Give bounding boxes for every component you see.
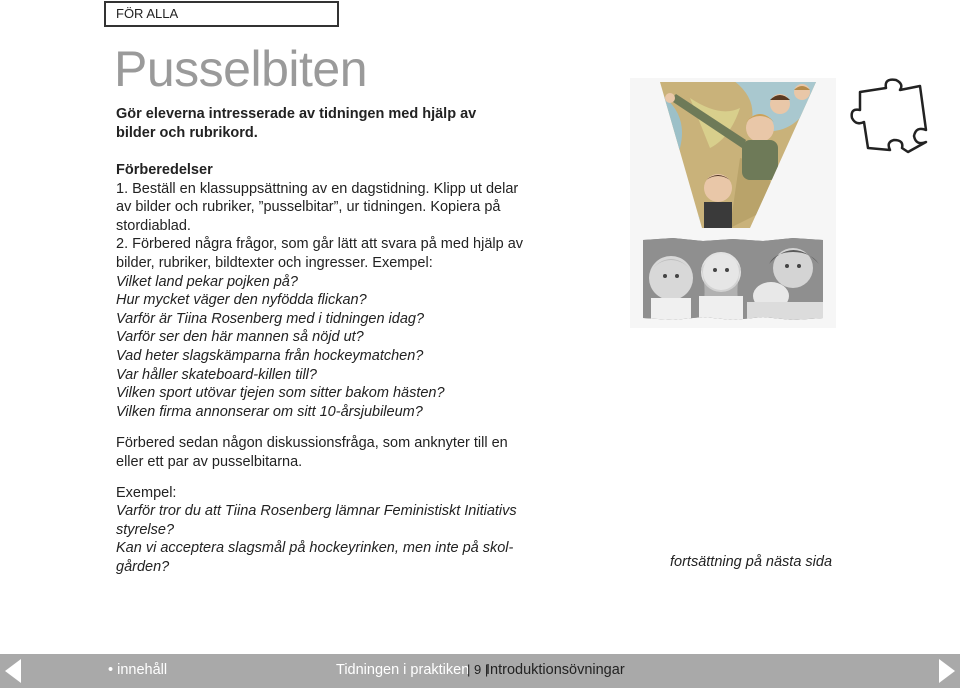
prep-heading: Förberedelser — [116, 162, 213, 178]
page-title: Pusselbiten — [114, 41, 367, 97]
prep-step-2: 2. Förbered några frågor, som går lätt att svara på med hjälp av bilder, rubriker, bildtexter och ingresser. Exempel: — [116, 236, 524, 271]
prep-step-1: 1. Beställ en klassuppsättning av en dagstidning. Klipp ut delar av bilder och rubriker, ”pusselbitar”, ur tidningen. Kopiera på stordiablad. — [116, 180, 519, 234]
question-3: Varför är Tiina Rosenberg med i tidningen idag? — [116, 310, 425, 327]
discussion-text: Förbered sedan någon diskussionsfråga, som anknyter till en eller ett par av pusselbitarna. — [116, 435, 508, 470]
contents-link[interactable]: • innehåll — [108, 662, 168, 678]
question-7: Vilken sport utövar tjejen som sitter bakom hästen? — [116, 385, 445, 402]
map-photo — [630, 78, 836, 238]
intro-text: Gör eleverna intresserade av tidningen med hjälp av bilder och rubrikord. — [116, 106, 477, 141]
family-photo — [643, 238, 823, 320]
main-body — [116, 161, 536, 576]
example-question-1: Varför tror du att Tiina Rosenberg lämnar Feministiskt Initiativs styrelse? — [116, 503, 517, 538]
example-label: Exempel: — [116, 484, 177, 501]
puzzle-piece-icon — [846, 78, 930, 160]
question-6: Var håller skateboard-killen till? — [116, 366, 317, 383]
previous-page-icon[interactable] — [5, 659, 21, 683]
question-1: Vilket land pekar pojken på? — [116, 273, 298, 290]
footer-chapter-title: Introduktionsövningar — [486, 662, 625, 678]
question-8: Vilken firma annonserar om sitt 10-årsjubileum? — [116, 403, 423, 420]
footer-section-title: Tidningen i praktiken — [336, 662, 470, 678]
example-question-2: Kan vi acceptera slagsmål på hockeyrinken, men inte på skol-gården? — [116, 540, 514, 575]
section-tag: FÖR ALLA — [104, 1, 339, 27]
continued-note: fortsättning på nästa sida — [670, 554, 833, 570]
photo-collage — [630, 78, 836, 328]
footer-bar — [0, 654, 960, 688]
question-2: Hur mycket väger den nyfödda flickan? — [116, 292, 367, 309]
question-5: Vad heter slagskämparna från hockeymatchen? — [116, 347, 424, 364]
next-page-icon[interactable] — [939, 659, 955, 683]
page-number: | 9 | — [467, 662, 489, 677]
question-4: Varför ser den här mannen så nöjd ut? — [116, 329, 364, 346]
